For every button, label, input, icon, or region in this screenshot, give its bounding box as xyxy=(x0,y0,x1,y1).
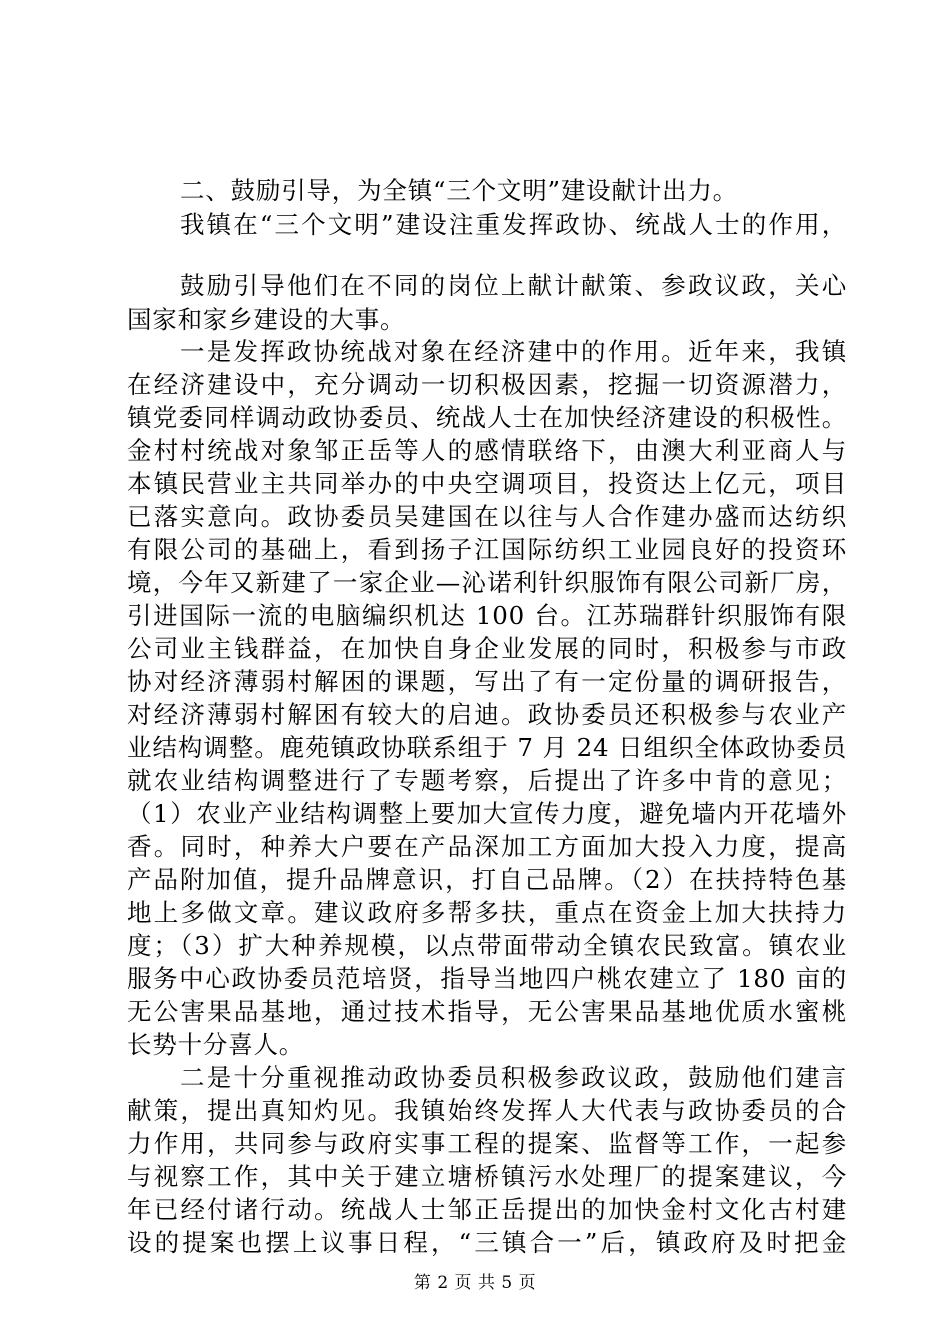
paragraph-2-line: 服务中心政协委员范培贤，指导当地四户桃农建立了 180 亩的 xyxy=(127,964,847,993)
paragraph-2-line: 产品附加值，提升品牌意识，打自己品牌。（2）在扶持特色基 xyxy=(127,865,847,894)
paragraph-2-line: 地上多做文章。建议政府多帮多扶，重点在资金上加大扶持力 xyxy=(127,898,847,927)
paragraph-2-line: 引进国际一流的电脑编织机达 100 台。江苏瑞群针织服饰有限 xyxy=(127,601,847,630)
paragraph-3-line: 与视察工作，其中关于建立塘桥镇污水处理厂的提案建议，今 xyxy=(127,1162,847,1191)
paragraph-2-line: （1）农业产业结构调整上要加大宣传力度，避免墙内开花墙外 xyxy=(127,799,848,828)
paragraph-2-line: 在经济建设中，充分调动一切积极因素，挖掘一切资源潜力， xyxy=(127,370,847,399)
paragraph-2-line: 境，今年又新建了一家企业—沁诺利针织服饰有限公司新厂房， xyxy=(127,568,847,597)
paragraph-2-line: 长势十分喜人。 xyxy=(127,1030,305,1059)
paragraph-2-line: 就农业结构调整进行了专题考察，后提出了许多中肯的意见； xyxy=(127,766,847,795)
paragraph-2-line: 公司业主钱群益，在加快自身企业发展的同时，积极参与市政 xyxy=(127,634,847,663)
paragraph-2-line: 香。同时，种养大户要在产品深加工方面加大投入力度，提高 xyxy=(127,832,847,861)
paragraph-2-line: 业结构调整。鹿苑镇政协联系组于 7 月 24 日组织全体政协委员 xyxy=(127,733,847,762)
intro-line: 我镇在“三个文明”建设注重发挥政协、统战人士的作用， xyxy=(180,210,847,239)
paragraph-2-line: 有限公司的基础上，看到扬子江国际纺织工业园良好的投资环 xyxy=(127,535,847,564)
paragraph-2-line: 本镇民营业主共同举办的中央空调项目，投资达上亿元，项目 xyxy=(127,469,847,498)
section-heading: 二、鼓励引导，为全镇“三个文明”建设献计出力。 xyxy=(180,176,738,205)
paragraph-2-line: 一是发挥政协统战对象在经济建中的作用。近年来，我镇 xyxy=(180,337,847,366)
paragraph-2-line: 度；（3）扩大种养规模，以点带面带动全镇农民致富。镇农业 xyxy=(127,931,847,960)
paragraph-1-line: 国家和家乡建设的大事。 xyxy=(127,305,406,334)
paragraph-3-line: 献策，提出真知灼见。我镇始终发挥人大代表与政协委员的合 xyxy=(127,1096,847,1125)
paragraph-2-line: 镇党委同样调动政协委员、统战人士在加快经济建设的积极性。 xyxy=(127,403,847,432)
page-footer: 第 2 页 共 5 页 xyxy=(413,1273,537,1293)
paragraph-3-line: 设的提案也摆上议事日程，“三镇合一”后，镇政府及时把金 xyxy=(127,1228,847,1257)
paragraph-3-line: 年已经付诸行动。统战人士邹正岳提出的加快金村文化古村建 xyxy=(127,1195,847,1224)
paragraph-1-line: 鼓励引导他们在不同的岗位上献计献策、参政议政，关心 xyxy=(180,271,847,300)
paragraph-2-line: 已落实意向。政协委员吴建国在以往与人合作建办盛而达纺织 xyxy=(127,502,847,531)
paragraph-2-line: 对经济薄弱村解困有较大的启迪。政协委员还积极参与农业产 xyxy=(127,700,847,729)
paragraph-2-line: 金村村统战对象邹正岳等人的感情联络下，由澳大利亚商人与 xyxy=(127,436,847,465)
paragraph-2-line: 无公害果品基地，通过技术指导，无公害果品基地优质水蜜桃 xyxy=(127,997,847,1026)
paragraph-2-line: 协对经济薄弱村解困的课题，写出了有一定份量的调研报告， xyxy=(127,667,847,696)
paragraph-3-line: 力作用，共同参与政府实事工程的提案、监督等工作，一起参 xyxy=(127,1129,847,1158)
paragraph-3-line: 二是十分重视推动政协委员积极参政议政，鼓励他们建言 xyxy=(180,1063,847,1092)
